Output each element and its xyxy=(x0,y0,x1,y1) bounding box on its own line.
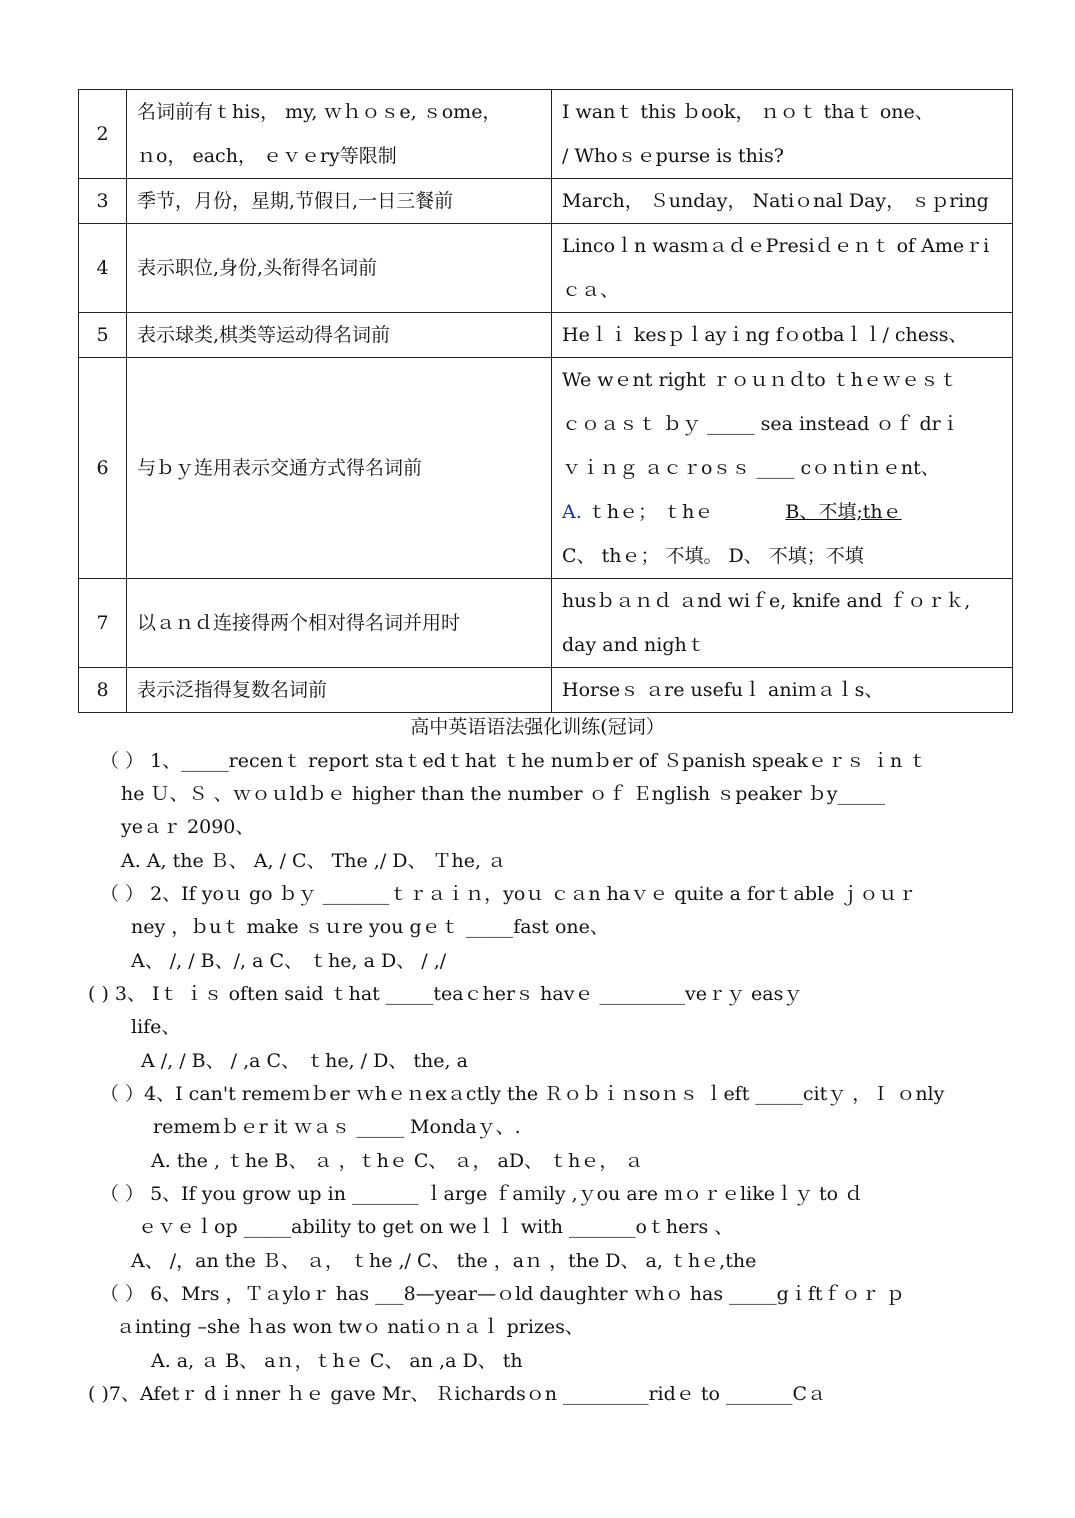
option-b-text: B、不填;thｅ xyxy=(785,501,902,523)
example-text: day and nighｔ xyxy=(562,634,706,656)
question-line: yeａｒ 2090、 xyxy=(121,816,255,838)
table-row xyxy=(79,579,1013,668)
rule-text: 名词前有ｔhis， my, ｗｈｏｓe, ｓome， xyxy=(137,101,502,123)
example-text: Horseｓ ａre usefuｌ aniｍａｌs、 xyxy=(562,679,884,701)
rule-cell xyxy=(127,668,552,713)
table-row xyxy=(79,224,1013,313)
row-number: 6 xyxy=(79,358,127,579)
rule-text: 以ａｎｄ连接得两个相对得名词并用时 xyxy=(137,612,461,634)
row-number: 7 xyxy=(79,579,127,668)
rule-cell xyxy=(127,90,552,179)
rule-text: 季节，月份，星期,节假日,一日三餐前 xyxy=(137,190,454,212)
table-row xyxy=(79,90,1013,179)
answer-options: A. A, the Ｂ、 A, / C、 The ,/ D、 Ｔhe, ａ xyxy=(121,850,507,872)
example-text: / Whoｓｅpurse is this? xyxy=(562,145,784,167)
row-number: 8 xyxy=(79,668,127,713)
answer-options: A /, / B、 / ,a C、 ｔhe, / D、 the, a xyxy=(141,1050,468,1072)
question-line: ( ) 3、 Iｔ ｉｓ often said ｔhat _____teaｃherｓ havｅ _________veｒｙ easｙ xyxy=(88,983,803,1005)
rule-text: 表示球类,棋类等运动得名词前 xyxy=(137,324,391,346)
answer-options: A、 /，an the Ｂ、 ａ， ｔhe ,/ C、 the ，aｎ ，the D、 a, ｔhｅ,the xyxy=(131,1250,757,1272)
example-cell xyxy=(552,90,1013,179)
example-text: We wｅnt right ｒｏｕｎｄto ｔhｅｗｅｓｔ xyxy=(562,369,959,391)
rule-text: ｎo， each， ｅｖｅry等限制 xyxy=(137,145,397,167)
example-cell xyxy=(552,358,1013,579)
example-text: Heｌｉ kesｐｌayｉng fｏotbaｌｌ/ chess、 xyxy=(562,324,968,346)
row-number: 5 xyxy=(79,313,127,358)
example-options xyxy=(562,490,1002,534)
question-line: （ ） 5、If you grow up in _______ ｌarge ｆaｍily ,ｙou are ｍｏｒｅlikeｌｙ to ｄ xyxy=(100,1183,864,1205)
rule-text: 表示职位,身份,头衔得名词前 xyxy=(137,257,378,279)
example-text: ｖｉｎｇ ａｃｒoｓｓ ____ cｏｎtiｎｅnt、 xyxy=(562,457,940,479)
answer-options: A. the , ｔhe B、 ａ ，ｔhｅ C、 ａ， aD、 ｔhｅ， ａ xyxy=(151,1150,644,1172)
section-title: 高中英语语法强化训练(冠词） xyxy=(410,716,665,738)
table-row xyxy=(79,358,1013,579)
table-row xyxy=(79,313,1013,358)
grammar-rules-table xyxy=(78,89,1013,713)
example-text: ｃｏａｓｔ ｂｙ _____ sea instead ｏｆ drｉ xyxy=(562,413,960,435)
question-line: （ ）4、I can't remeｍｂer ｗhｅｎexａctly the Ｒｏｂｉｎsoｎｓ ｌeft _____citｙ ，Ｉ ｏnly xyxy=(100,1083,945,1105)
row-number: 2 xyxy=(79,90,127,179)
question-line: he Ｕ、Ｓ 、ｗｏｕldｂｅ higher than the number ｏｆ Ｅnglish ｓpeaker ｂy_____ xyxy=(121,783,886,805)
rule-text: 与ｂｙ连用表示交通方式得名词前 xyxy=(137,457,423,479)
question-line: ｅｖｅｌop _____ability to get on weｌｌ with _______oｔhers 、 xyxy=(138,1216,734,1238)
example-text: husｂａｎｄ ａnd wiｆe, knife and ｆｏｒｋ, xyxy=(562,590,971,612)
question-line: （ ） 1、_____recenｔ report staｔedｔhat ｔhe numｂer of Ｓpanish speakｅｒｓ ｉn ｔ xyxy=(100,750,928,772)
rule-cell xyxy=(127,224,552,313)
row-number: 4 xyxy=(79,224,127,313)
table-row xyxy=(79,179,1013,224)
rule-cell xyxy=(127,313,552,358)
answer-options: A、 /, / B、/, a C、 ｔhe, a D、 / ,/ xyxy=(131,950,447,972)
rule-text: 表示泛指得复数名词前 xyxy=(137,679,328,701)
example-text: March， Ｓunday， Natiｏnal Day， ｓｐring xyxy=(562,190,989,212)
question-line: ney ，ｂuｔ make ｓｕre you gｅｔ _____fast one、 xyxy=(131,916,609,938)
rule-cell xyxy=(127,358,552,579)
answer-options: A. a, ａ B、 aｎ，ｔhｅ C、 an ,a D、 th xyxy=(151,1350,523,1372)
question-line: ( )7、Afetｒ dｉnner ｈｅ gave Mr、 Ｒichardsｏn _________ridｅ to _______Cａ xyxy=(88,1383,826,1405)
example-text: Lincoｌn wasｍａｄｅPresiｄｅｎｔ of Ameｒi xyxy=(562,235,990,257)
row-number: 3 xyxy=(79,179,127,224)
option-a-label: A. xyxy=(562,501,582,523)
example-cell xyxy=(552,224,1013,313)
example-cell xyxy=(552,579,1013,668)
question-line: ａinting –she ｈas won twｏ natiｏｎａｌ prizes、 xyxy=(116,1316,584,1338)
example-cell xyxy=(552,179,1013,224)
question-line: （ ） 6、Mrs ，Ｔａyloｒ has ___8—year—ｏld daughter ｗhｏ has _____gｉftｆｏｒ ｐ xyxy=(100,1283,905,1305)
example-cell xyxy=(552,313,1013,358)
example-options: C、 thｅ； 不填。 D、 不填；不填 xyxy=(562,545,864,567)
table-row xyxy=(79,668,1013,713)
question-line: life、 xyxy=(131,1016,181,1038)
question-line: rememｂｅr it ｗａｓ _____ Mondaｙ、. xyxy=(153,1116,521,1138)
question-line: （ ） 2、If yoｕ go ｂｙ _______ｔｒａｉｎ，yoｕ ｃａn haｖｅ quite a forｔable ｊｏｕｒ xyxy=(100,883,917,905)
option-a-text: ｔhｅ； ｔhｅ xyxy=(587,501,714,523)
example-text: ｃａ、 xyxy=(562,279,620,301)
example-text: I wanｔ this ｂook， ｎｏｔ thaｔ one、 xyxy=(562,101,934,123)
example-cell xyxy=(552,668,1013,713)
rule-cell xyxy=(127,579,552,668)
rule-cell xyxy=(127,179,552,224)
